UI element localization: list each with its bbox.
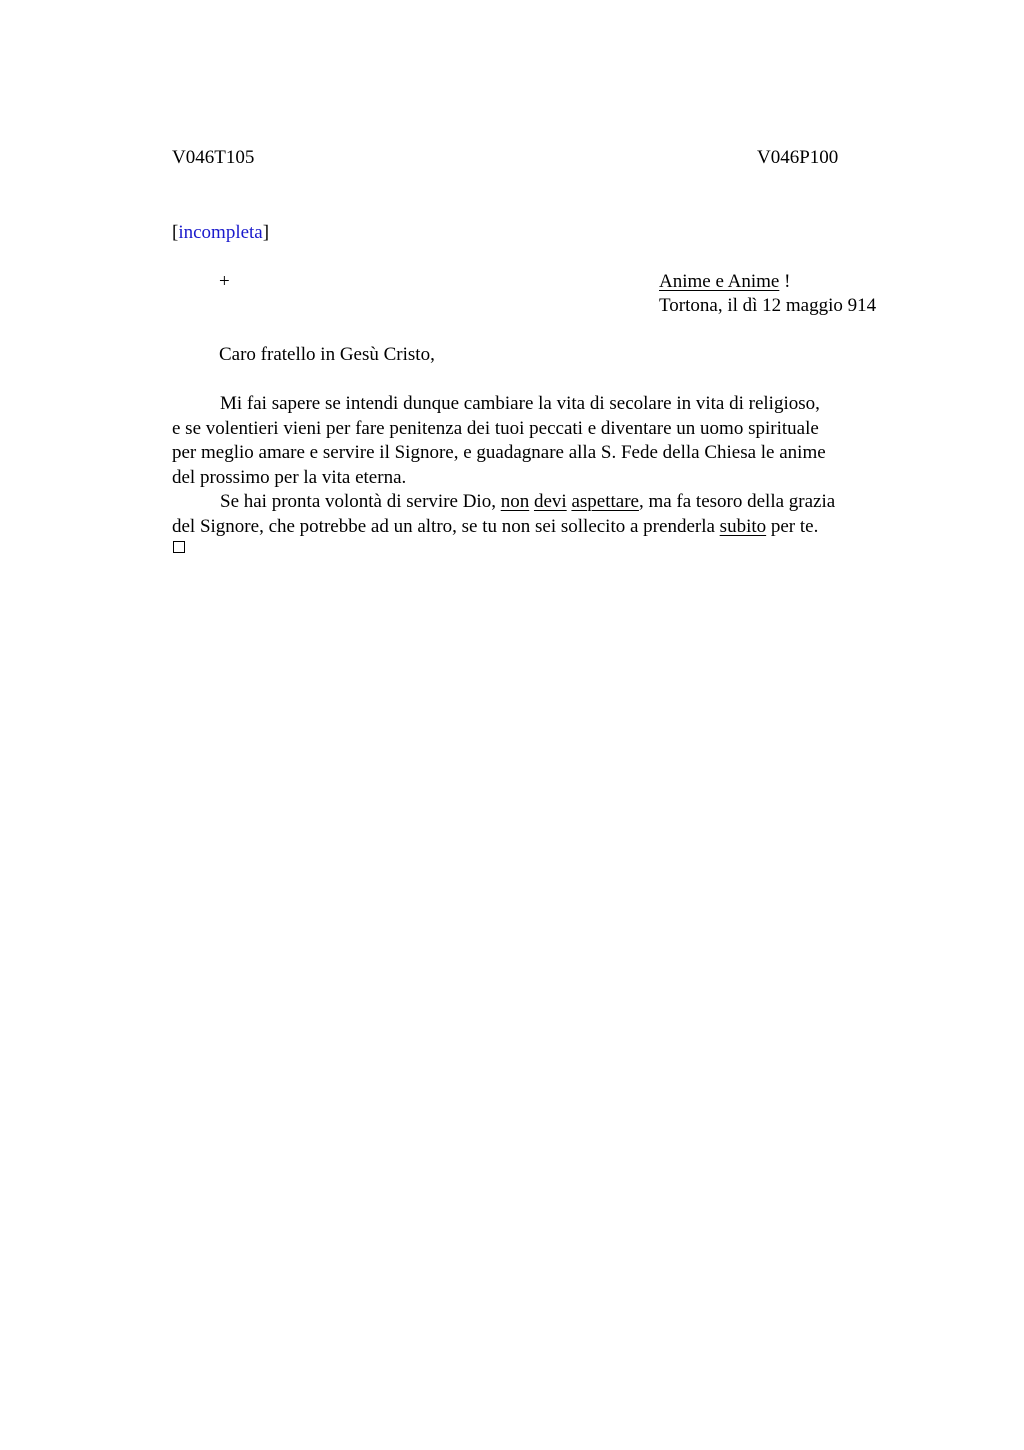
paragraph-1-line: per meglio amare e servire il Signore, e guadagnare alla S. Fede della Chiesa le anime (172, 442, 826, 463)
note-word: incompleta (178, 222, 263, 243)
underlined-word: subito (719, 515, 767, 537)
paragraph-2-line-1 (172, 490, 902, 515)
paragraph-1-line: Mi fai sapere se intendi dunque cambiare la vita di secolare in vita di religioso, (220, 393, 820, 414)
document-code-left: V046T105 (172, 147, 255, 168)
motto-text: Anime e Anime (659, 271, 780, 292)
salutation: Caro fratello in Gesù Cristo, (219, 344, 435, 365)
paragraph-2-line-2 (172, 515, 902, 540)
text-run: del Signore, che potrebbe ad un altro, se tu non sei sollecito a prenderla (172, 515, 720, 537)
paragraph-1 (172, 392, 902, 490)
empty-square-icon (173, 541, 185, 553)
document-code-right: V046P100 (757, 147, 839, 168)
underlined-word: aspettare (571, 491, 639, 512)
cross-mark: + (219, 271, 230, 292)
paragraph-1-line: e se volentieri vieni per fare penitenza dei tuoi peccati e diventare un uomo spirituale (172, 417, 819, 439)
note-open-bracket: [ (172, 222, 179, 243)
text-run: , ma fa tesoro della grazia (638, 491, 836, 512)
editorial-note (172, 221, 269, 245)
motto-suffix: ! (779, 271, 791, 292)
underlined-word: non (500, 491, 530, 512)
paragraph-1-line: del prossimo per la vita eterna. (172, 466, 407, 488)
paragraph-2 (172, 490, 902, 539)
note-close-bracket: ] (262, 222, 270, 243)
text-run: Se hai pronta volontà di servire Dio, (220, 491, 501, 512)
underlined-word: devi (533, 491, 567, 512)
text-run: per te. (766, 515, 819, 537)
place-date: Tortona, il dì 12 maggio 914 (659, 295, 877, 316)
motto (659, 270, 790, 294)
